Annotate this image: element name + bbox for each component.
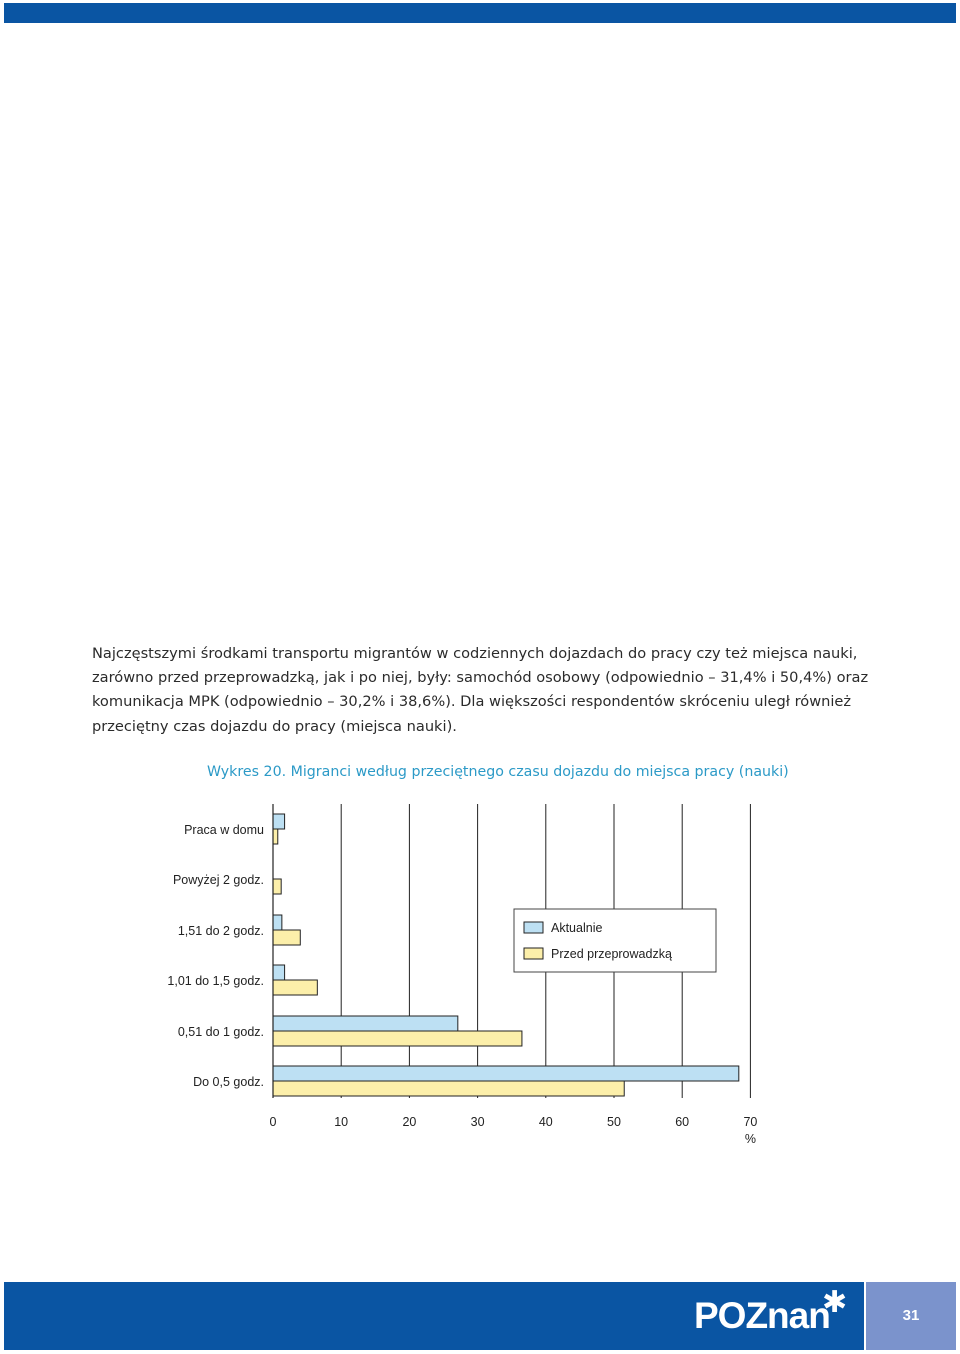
bar (273, 915, 282, 930)
bar (273, 814, 285, 829)
category-label: 1,01 do 1,5 godz. (167, 974, 264, 988)
category-label: 1,51 do 2 godz. (177, 924, 264, 938)
body-paragraph: Najczęstszymi środkami transportu migrantów w codziennych dojazdach do pracy czy też miejsca nauki, zarówno przed przeprowadzką, jak i po niej, były: samochód osobowy (odpowiednio – 31,4% i 50,4%) oraz komunikacja MPK (odpowiednio – 30,2% i 38,6%). Dla większości respondentów skróceniu uległ również przeciętny czas dojazdu do pracy (miejsca nauki). (92, 645, 869, 735)
x-tick-label: 50 (607, 1115, 621, 1129)
x-axis-unit: % (744, 1132, 756, 1146)
legend-swatch (524, 922, 543, 933)
bar (273, 879, 281, 894)
legend-label: Przed przeprowadzką (551, 947, 672, 961)
bar (273, 829, 278, 844)
x-tick-label: 30 (470, 1115, 485, 1129)
legend-swatch (524, 948, 543, 959)
bar (273, 1016, 458, 1031)
page-number: 31 (902, 1307, 920, 1324)
category-label: Powyżej 2 godz. (172, 873, 264, 887)
bar (273, 1031, 522, 1046)
category-label: 0,51 do 1 godz. (177, 1025, 264, 1039)
page-number-box (866, 1282, 956, 1350)
legend-box (514, 909, 716, 972)
bar (273, 1066, 739, 1081)
x-tick-label: 70 (743, 1115, 758, 1129)
x-tick-label: 40 (538, 1115, 553, 1129)
bar (273, 1081, 624, 1096)
x-tick-label: 0 (269, 1115, 277, 1129)
x-tick-label: 20 (402, 1115, 417, 1129)
chart-caption: Wykres 20. Migranci według przeciętnego czasu dojazdu do miejsca pracy (nauki) (207, 764, 789, 780)
x-tick-label: 10 (334, 1115, 349, 1129)
category-label: Do 0,5 godz. (193, 1075, 264, 1089)
logo-star-icon: ✱ (822, 1285, 848, 1320)
bar (273, 965, 285, 980)
category-label: Praca w domu (184, 823, 264, 837)
bar (273, 980, 317, 995)
legend-label: Aktualnie (551, 921, 603, 935)
poznan-logo: POZnan (694, 1295, 830, 1336)
bar (273, 930, 300, 945)
x-tick-label: 60 (675, 1115, 690, 1129)
